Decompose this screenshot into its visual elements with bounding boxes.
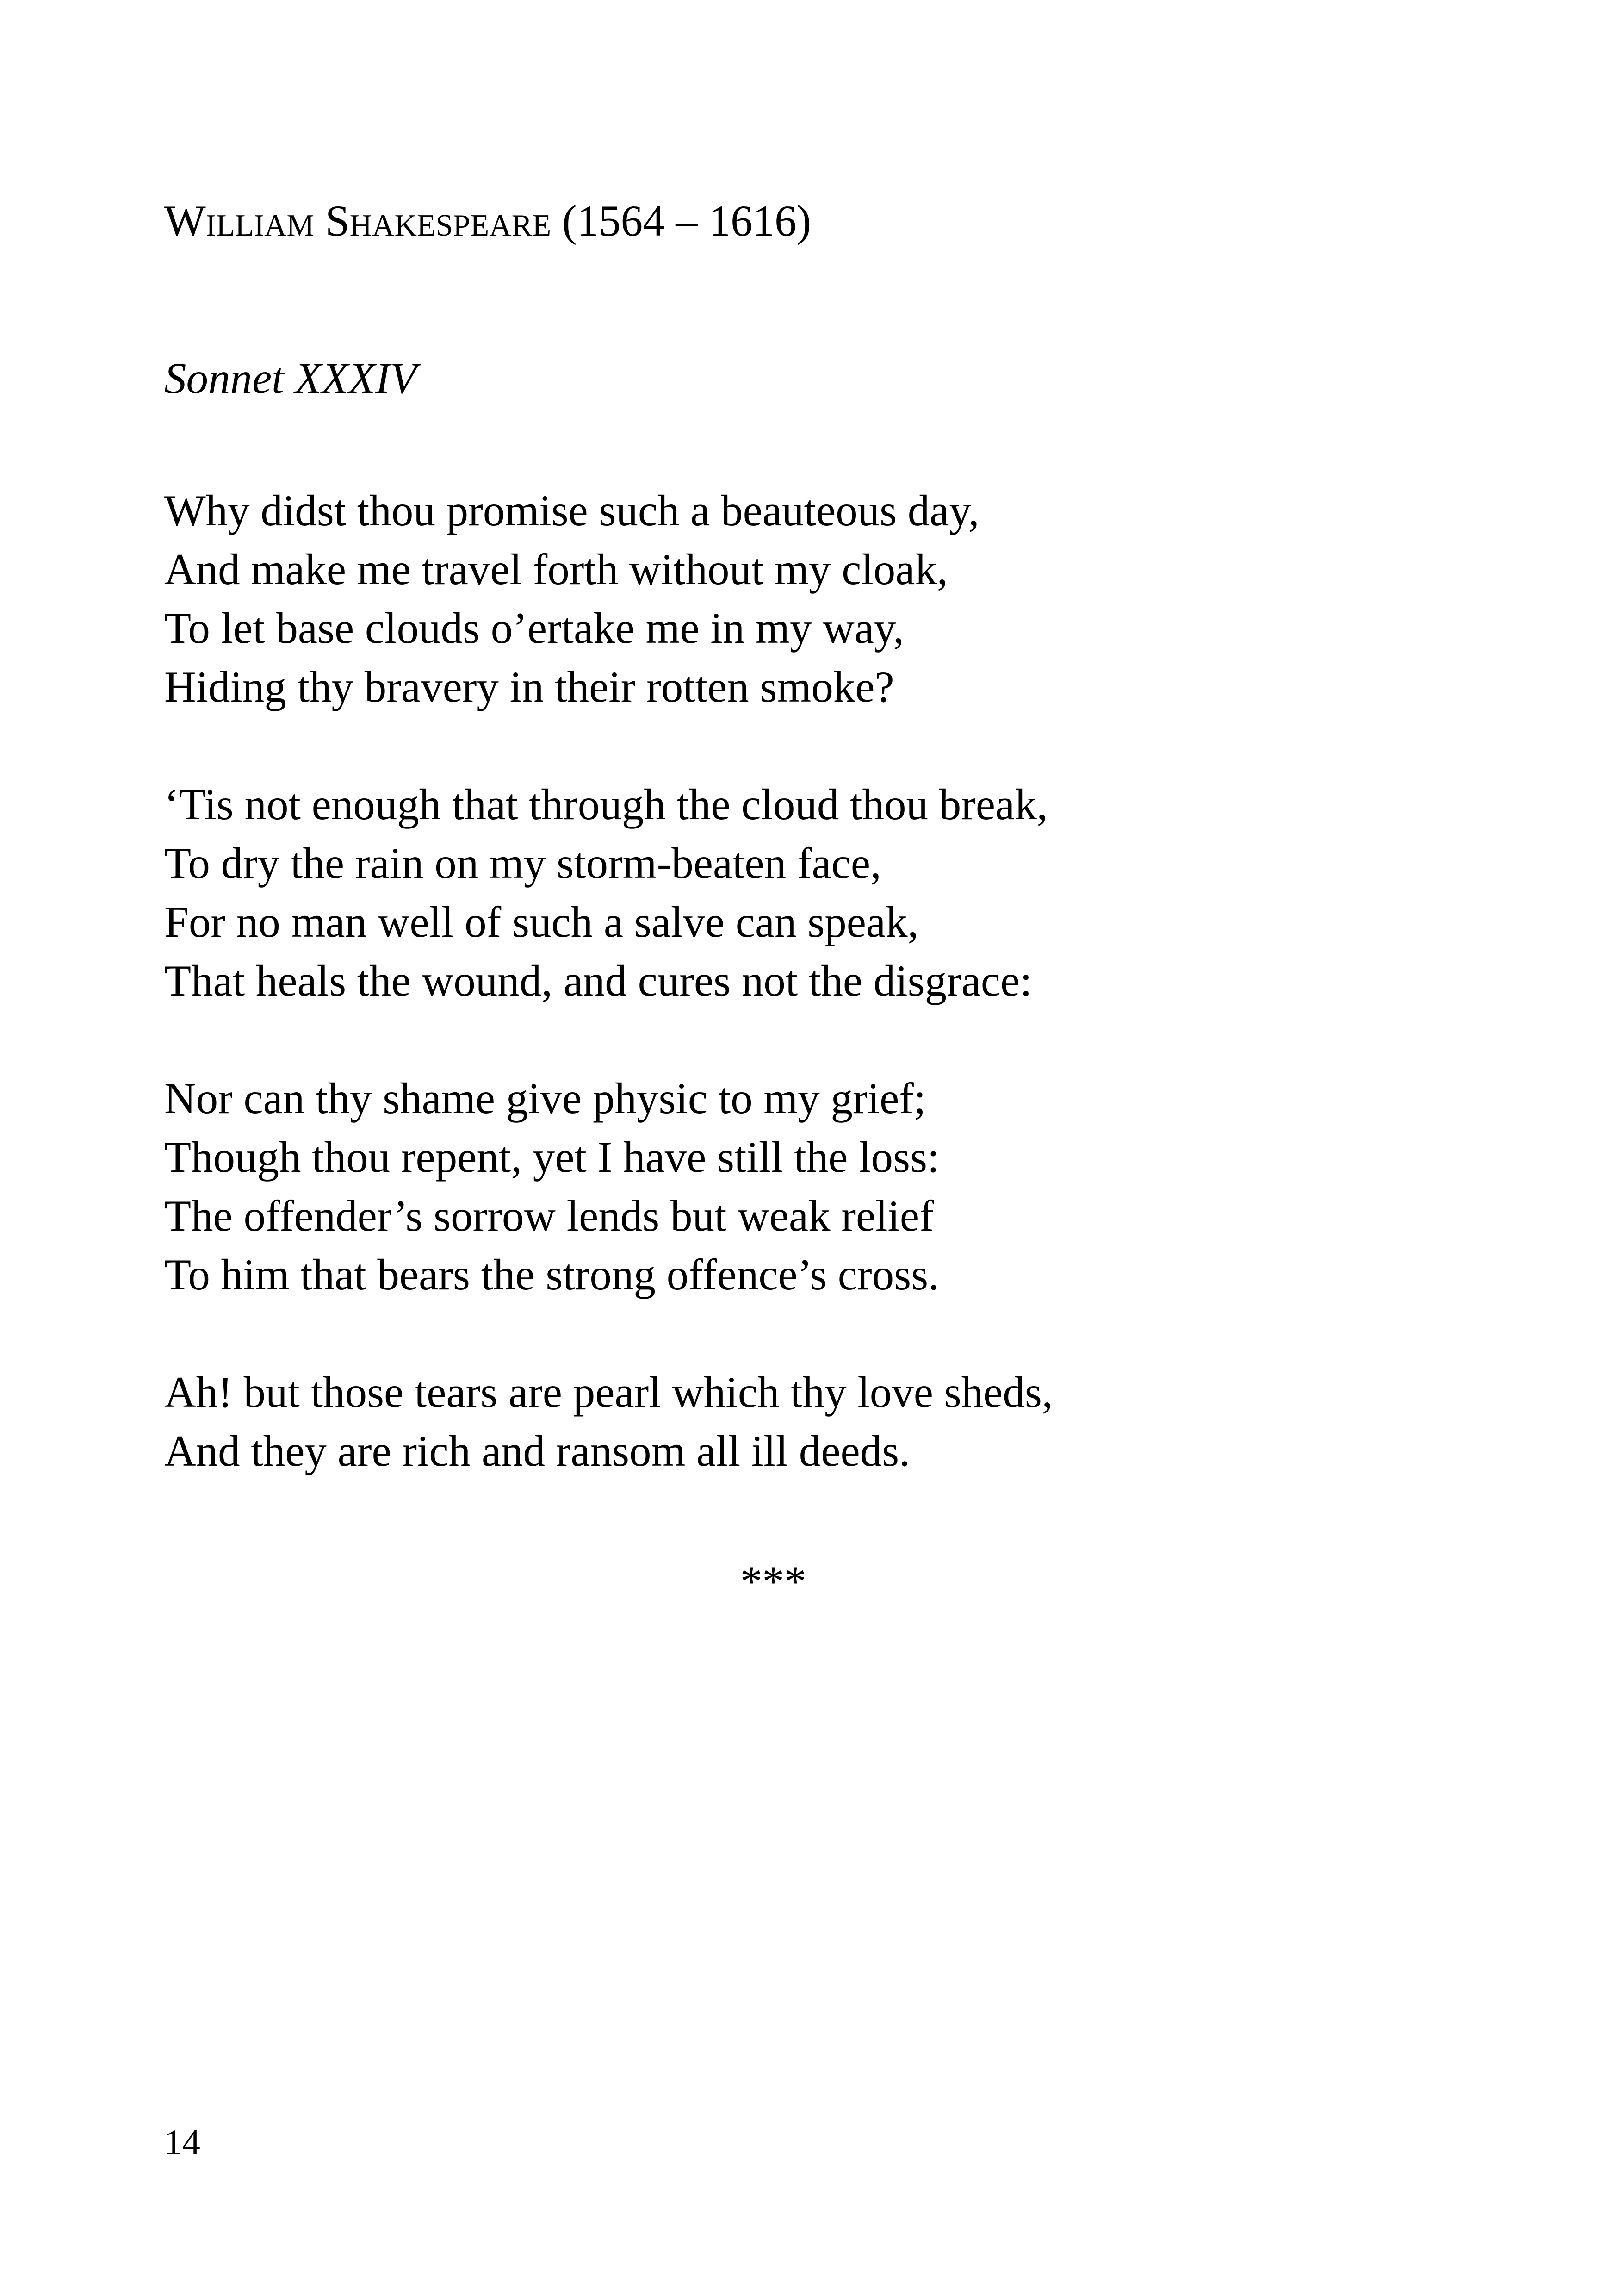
stanza-3 [164,1069,939,1304]
poem-line: To let base clouds o’ertake me in my way, [164,604,905,653]
poem-line: ‘Tis not enough that through the cloud thou break, [164,780,1048,829]
section-break-ornament: *** [740,1557,806,1606]
stanza-2 [164,775,1048,1010]
author-heading: William Shakespeare (1564 – 1616) [164,196,812,245]
poem-line: Hiding thy bravery in their rotten smoke? [164,662,894,711]
poem-line: Ah! but those tears are pearl which thy love sheds, [164,1368,1053,1417]
poem-line: That heals the wound, and cures not the disgrace: [164,956,1032,1005]
poem-line: Though thou repent, yet I have still the loss: [164,1132,940,1182]
poem-line: Why didst thou promise such a beauteous day, [164,486,979,535]
poem-line: And make me travel forth without my cloak, [164,545,948,594]
poem-line: Nor can thy shame give physic to my grief; [164,1074,926,1123]
stanza-4-couplet [164,1363,1053,1481]
poem-line: To dry the rain on my storm-beaten face, [164,839,881,888]
stanza-1 [164,481,979,716]
poem-line: And they are rich and ransom all ill deeds. [164,1426,910,1475]
poem-title: Sonnet XXXIV [164,354,417,403]
poem-line: The offender’s sorrow lends but weak relief [164,1191,934,1240]
page-number: 14 [164,2122,200,2162]
poem-line: To him that bears the strong offence’s cross. [164,1250,939,1299]
poem-line: For no man well of such a salve can speak, [164,897,919,946]
